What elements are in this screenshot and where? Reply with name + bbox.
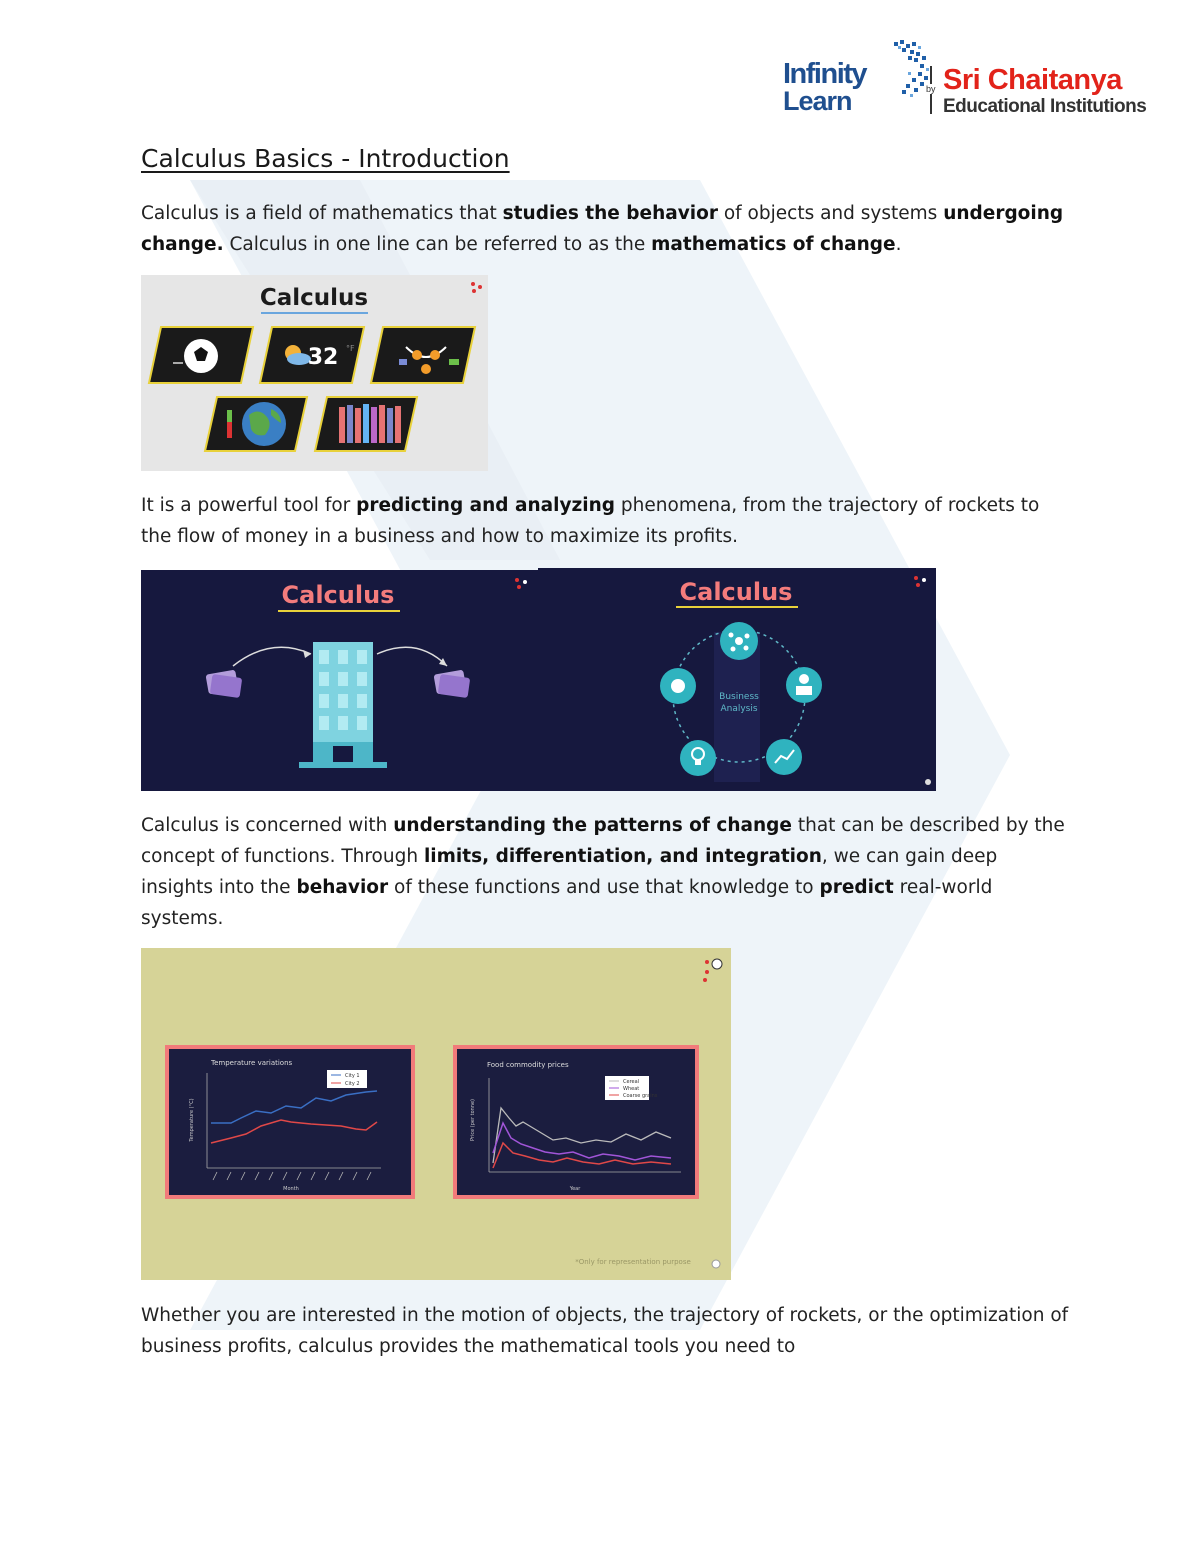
temperature-chart-title: Temperature variations bbox=[211, 1059, 293, 1067]
lightbulb-icon bbox=[680, 740, 716, 776]
figure-calculus-examples bbox=[141, 275, 488, 471]
fig2b-mini-logo-icon bbox=[914, 576, 926, 587]
temperature-legend-city2: City 2 bbox=[345, 1081, 360, 1087]
page-title: Calculus Basics - Introduction bbox=[141, 144, 510, 173]
fig2b-center-line1: Business bbox=[719, 692, 759, 702]
fig3-mini-logo-icon bbox=[703, 959, 722, 982]
emphasis-text: predict bbox=[819, 877, 894, 898]
fig2a-heading: Calculus bbox=[281, 581, 395, 609]
paragraph-conclusion bbox=[141, 1300, 1071, 1362]
fig2a-mini-logo-icon bbox=[515, 578, 527, 589]
figure-business-analysis bbox=[538, 568, 936, 791]
food-prices-chart-title: Food commodity prices bbox=[487, 1061, 569, 1069]
body-text: Calculus is concerned with bbox=[141, 815, 394, 836]
food-prices-chart-xlabel: Year bbox=[569, 1186, 581, 1192]
emphasis-text: predicting and analyzing bbox=[356, 495, 616, 516]
figure-business-analysis-art bbox=[538, 568, 936, 791]
emphasis-text: undergoing change. bbox=[141, 203, 1064, 255]
body-text: of objects and systems bbox=[717, 203, 944, 224]
figure-charts-art bbox=[141, 948, 731, 1280]
food-prices-chart-panel bbox=[455, 1047, 697, 1197]
fig1-temperature: 32 bbox=[307, 345, 339, 370]
body-text: , we can gain deep insights into the bbox=[141, 846, 998, 898]
logo-institutions-text: Educational Institutions bbox=[943, 96, 1147, 117]
body-text: . bbox=[895, 234, 902, 255]
person-icon bbox=[786, 667, 822, 703]
emphasis-text: behavior bbox=[296, 877, 389, 898]
figure-calculus-examples-art bbox=[141, 275, 488, 471]
food-prices-chart-ylabel: Price (per tonne) bbox=[470, 1098, 476, 1142]
fig3-note: *Only for representation purpose bbox=[575, 1258, 691, 1266]
logo-sri-chaitanya-text: Sri Chaitanya bbox=[943, 64, 1122, 96]
body-text: phenomena, from the trajectory of rockets to the flow of money in a business and how to maximize its profits. bbox=[141, 495, 1040, 547]
emphasis-text: mathematics of change bbox=[651, 234, 896, 255]
fig1-heading: Calculus bbox=[259, 285, 369, 311]
paragraph-intro bbox=[141, 198, 1071, 260]
temperature-chart-xlabel: Month bbox=[283, 1186, 299, 1192]
body-text: real-world systems. bbox=[141, 877, 993, 929]
body-text: It is a powerful tool for bbox=[141, 495, 357, 516]
temperature-chart-ylabel: Temperature (°C) bbox=[189, 1098, 195, 1142]
logo-by-text: by bbox=[926, 84, 936, 94]
money-left-icon bbox=[205, 670, 242, 698]
paragraph-tool bbox=[141, 490, 1071, 552]
emphasis-text: understanding the patterns of change bbox=[393, 815, 792, 836]
body-text: Calculus is a field of mathematics that bbox=[141, 203, 503, 224]
money-right-icon bbox=[433, 670, 470, 698]
paragraph-patterns bbox=[141, 810, 1071, 934]
fig1-temperature-unit: °F bbox=[346, 344, 355, 353]
figure-money-flow bbox=[141, 570, 538, 791]
fig1-mini-logo-icon bbox=[471, 282, 482, 293]
body-text: that can be described by the concept of functions. Through bbox=[141, 815, 1065, 867]
building-icon bbox=[299, 642, 387, 768]
logo-learn-text: Learn bbox=[783, 86, 852, 116]
fig2b-center-line2: Analysis bbox=[720, 704, 758, 714]
food-legend-coarse-grains: Coarse grains bbox=[623, 1093, 658, 1099]
logo-infinity-text: Infinity bbox=[783, 58, 867, 90]
food-legend-wheat: Wheat bbox=[623, 1086, 640, 1092]
figure-money-flow-art bbox=[141, 570, 538, 791]
emphasis-text: limits, differentiation, and integration bbox=[423, 846, 822, 867]
body-text: Calculus in one line can be referred to as the bbox=[223, 234, 652, 255]
fig2b-heading: Calculus bbox=[679, 578, 793, 606]
body-text: of these functions and use that knowledge to bbox=[388, 877, 820, 898]
emphasis-text: studies the behavior bbox=[502, 203, 718, 224]
temperature-legend-city1: City 1 bbox=[345, 1073, 360, 1079]
food-legend-cereal: Cereal bbox=[623, 1079, 640, 1085]
figure-charts bbox=[141, 948, 731, 1280]
brand-logo bbox=[780, 38, 1170, 120]
body-text: Whether you are interested in the motion of objects, the trajectory of rockets, or the optimization of business profits, calculus provides the mathematical tools you need to bbox=[141, 1305, 1069, 1357]
